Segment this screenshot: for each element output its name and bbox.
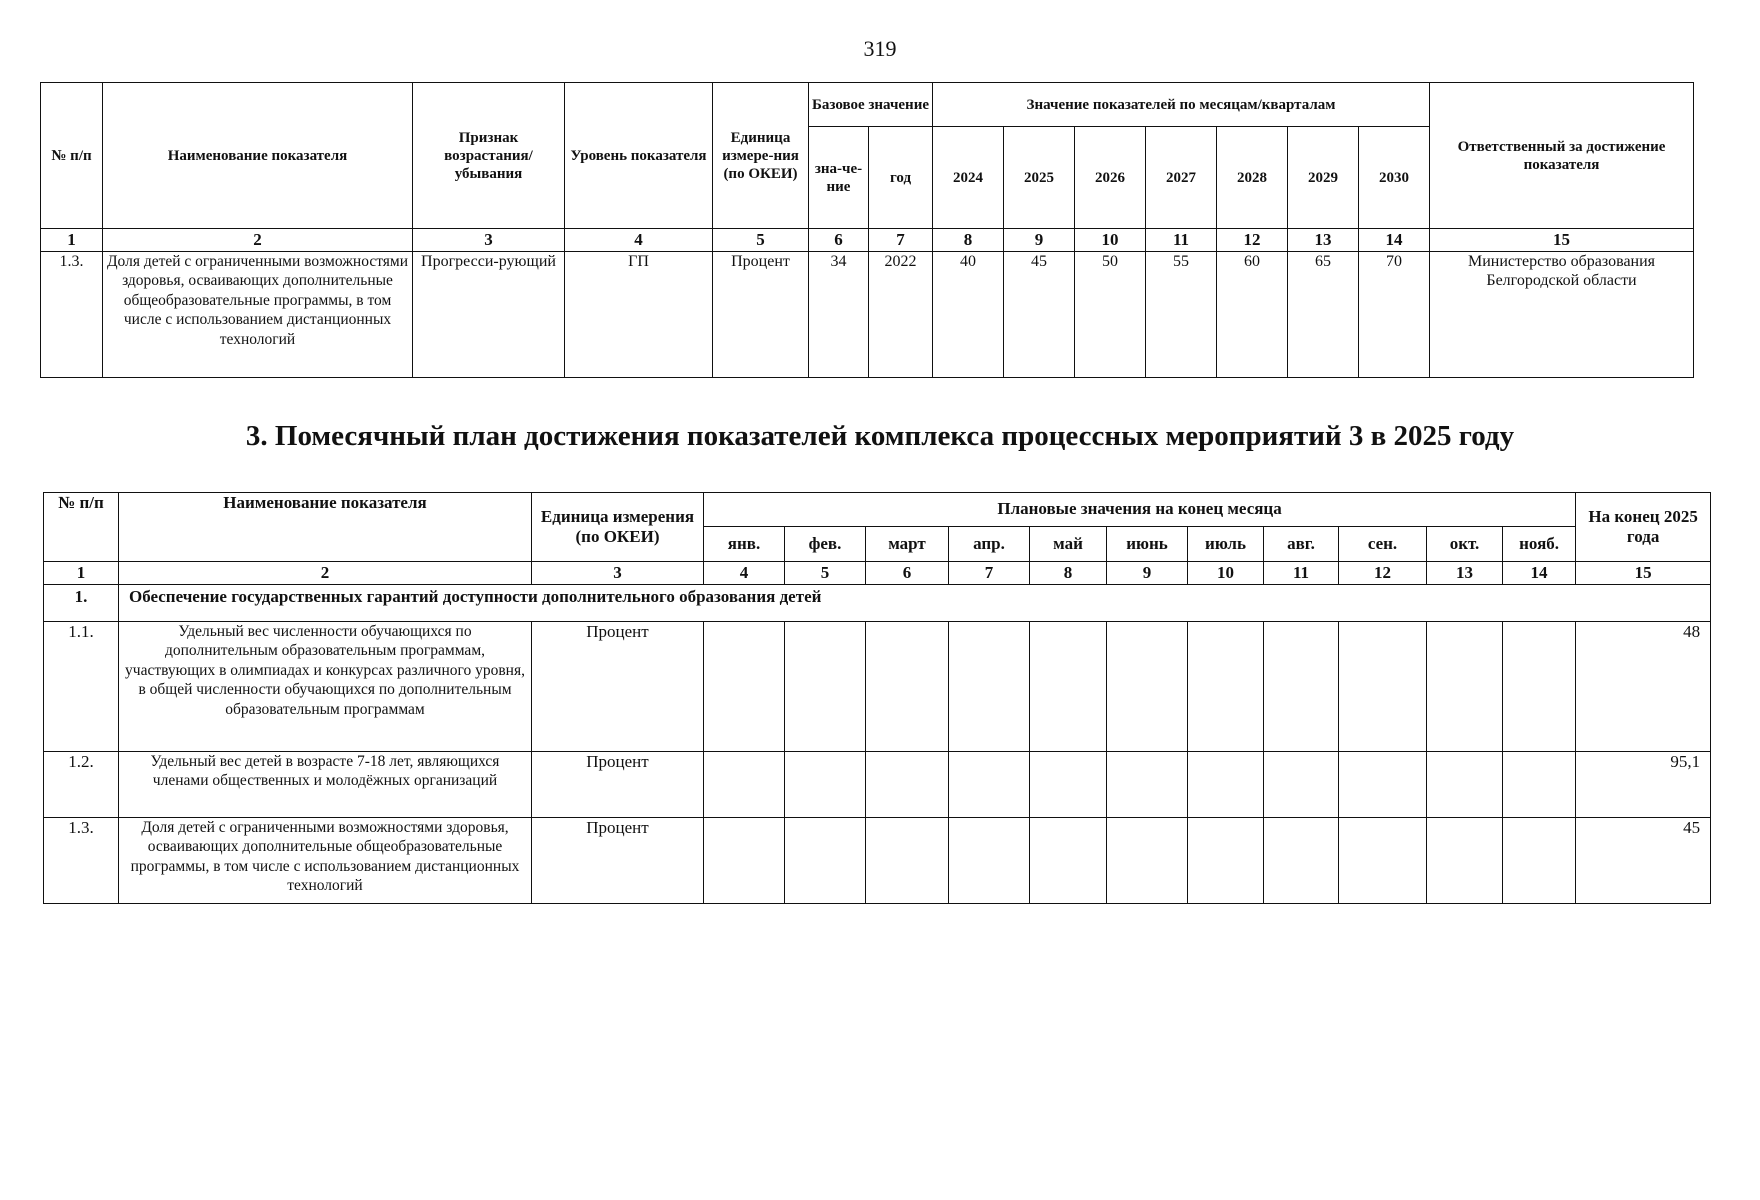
header-level: Уровень показателя [565,83,713,229]
column-number: 11 [1146,229,1217,252]
column-number: 6 [809,229,869,252]
header-name: Наименование показателя [103,83,413,229]
column-number: 14 [1359,229,1430,252]
section-title: 3. Помесячный план достижения показателей комплекса процессных мероприятий 3 в 2025 году [245,420,1515,452]
header-year: 2025 [1004,127,1075,229]
row-unit: Процент [713,252,809,378]
column-number: 1 [41,229,103,252]
column-number: 14 [1503,562,1576,585]
section-num: 1. [44,585,119,622]
row-month-cell [1188,818,1264,904]
column-number: 9 [1107,562,1188,585]
row-month-cell [1030,818,1107,904]
row-num: 1.2. [44,752,119,818]
row-unit: Процент [532,622,704,752]
column-number-row [44,562,1711,585]
row-month-cell [1188,752,1264,818]
header-values-group: Значение показателей по месяцам/кварталам [933,83,1430,127]
row-year-end: 95,1 [1576,752,1711,818]
row-num: 1.3. [44,818,119,904]
column-number-row [41,229,1694,252]
column-number: 5 [713,229,809,252]
column-number: 12 [1339,562,1427,585]
row-month-cell [866,818,949,904]
table-row [44,818,1711,904]
row-month-cell [866,752,949,818]
header-responsible: Ответственный за достижение показателя [1430,83,1694,229]
indicators-table [40,82,1694,378]
header-year: 2024 [933,127,1004,229]
row-level: ГП [565,252,713,378]
row-value: 55 [1146,252,1217,378]
row-month-cell [1427,622,1503,752]
row-month-cell [1030,752,1107,818]
row-num: 1.1. [44,622,119,752]
column-number: 4 [704,562,785,585]
row-month-cell [1107,818,1188,904]
row-month-cell [1339,752,1427,818]
row-month-cell [1503,752,1576,818]
row-name: Удельный вес численности обучающихся по дополнительным образовательным программам, участвующих в олимпиадах и конкурсах различного уровня, в общей численности обучающихся по дополнительным образовательным программам [119,622,532,752]
column-number: 15 [1576,562,1711,585]
row-month-cell [785,752,866,818]
row-month-cell [1503,818,1576,904]
header-name: Наименование показателя [119,493,532,562]
header-base-value: зна-че-ние [809,127,869,229]
row-base-value: 34 [809,252,869,378]
header-base: Базовое значение [809,83,933,127]
row-value: 70 [1359,252,1430,378]
row-month-cell [1264,622,1339,752]
row-month-cell [1427,818,1503,904]
header-month: сен. [1339,527,1427,562]
header-month: окт. [1427,527,1503,562]
header-sign: Признак возрастания/ убывания [413,83,565,229]
column-number: 8 [933,229,1004,252]
column-number: 2 [103,229,413,252]
row-value: 40 [933,252,1004,378]
row-month-cell [704,752,785,818]
row-value: 50 [1075,252,1146,378]
row-month-cell [949,818,1030,904]
header-month: апр. [949,527,1030,562]
header-plan-group: Плановые значения на конец месяца [704,493,1576,527]
column-number: 7 [949,562,1030,585]
header-month: март [866,527,949,562]
table-row [44,622,1711,752]
column-number: 8 [1030,562,1107,585]
header-base-year: год [869,127,933,229]
section-row [44,585,1711,622]
header-unit: Единица измерения (по ОКЕИ) [532,493,704,562]
row-month-cell [949,622,1030,752]
header-year: 2026 [1075,127,1146,229]
header-year: 2027 [1146,127,1217,229]
header-month: фев. [785,527,866,562]
row-sign: Прогресси-рующий [413,252,565,378]
header-year-end: На конец 2025 года [1576,493,1711,562]
header-year: 2029 [1288,127,1359,229]
header-month: июнь [1107,527,1188,562]
row-month-cell [1264,752,1339,818]
row-name: Доля детей с ограниченными возможностями здоровья, осваивающих дополнительные общеобразовательные программы, в том числе с использованием дистанционных технологий [119,818,532,904]
row-month-cell [704,622,785,752]
monthly-plan-table [43,492,1711,904]
row-month-cell [1339,622,1427,752]
row-month-cell [785,622,866,752]
row-month-cell [785,818,866,904]
column-number: 10 [1188,562,1264,585]
row-month-cell [1427,752,1503,818]
page-number: 319 [863,36,897,61]
column-number: 13 [1288,229,1359,252]
header-month: авг. [1264,527,1339,562]
header-unit: Единица измере-ния (по ОКЕИ) [713,83,809,229]
column-number: 11 [1264,562,1339,585]
row-month-cell [1503,622,1576,752]
column-number: 5 [785,562,866,585]
row-unit: Процент [532,752,704,818]
header-year: 2030 [1359,127,1430,229]
column-number: 13 [1427,562,1503,585]
row-value: 45 [1004,252,1075,378]
header-year: 2028 [1217,127,1288,229]
column-number: 2 [119,562,532,585]
row-num: 1.3. [41,252,103,378]
table-row [41,252,1694,378]
column-number: 3 [413,229,565,252]
column-number: 6 [866,562,949,585]
header-month: июль [1188,527,1264,562]
column-number: 9 [1004,229,1075,252]
column-number: 7 [869,229,933,252]
column-number: 4 [565,229,713,252]
column-number: 1 [44,562,119,585]
row-year-end: 48 [1576,622,1711,752]
row-month-cell [1107,622,1188,752]
header-month: янв. [704,527,785,562]
row-unit: Процент [532,818,704,904]
row-month-cell [704,818,785,904]
row-value: 65 [1288,252,1359,378]
row-month-cell [866,622,949,752]
row-name: Удельный вес детей в возрасте 7-18 лет, являющихся членами общественных и молодёжных организаций [119,752,532,818]
row-month-cell [1264,818,1339,904]
row-value: 60 [1217,252,1288,378]
row-name: Доля детей с ограниченными возможностями здоровья, осваивающих дополнительные общеобразовательные программы, в том числе с использованием дистанционных технологий [103,252,413,378]
header-month: май [1030,527,1107,562]
section-row-title: Обеспечение государственных гарантий доступности дополнительного образования детей [119,585,1711,622]
row-month-cell [1107,752,1188,818]
header-month: нояб. [1503,527,1576,562]
header-num: № п/п [44,493,119,562]
column-number: 10 [1075,229,1146,252]
row-responsible: Министерство образования Белгородской области [1430,252,1694,378]
row-month-cell [1339,818,1427,904]
row-base-year: 2022 [869,252,933,378]
row-month-cell [1188,622,1264,752]
column-number: 3 [532,562,704,585]
row-month-cell [1030,622,1107,752]
row-month-cell [949,752,1030,818]
table-row [44,752,1711,818]
header-num: № п/п [41,83,103,229]
column-number: 15 [1430,229,1694,252]
column-number: 12 [1217,229,1288,252]
row-year-end: 45 [1576,818,1711,904]
